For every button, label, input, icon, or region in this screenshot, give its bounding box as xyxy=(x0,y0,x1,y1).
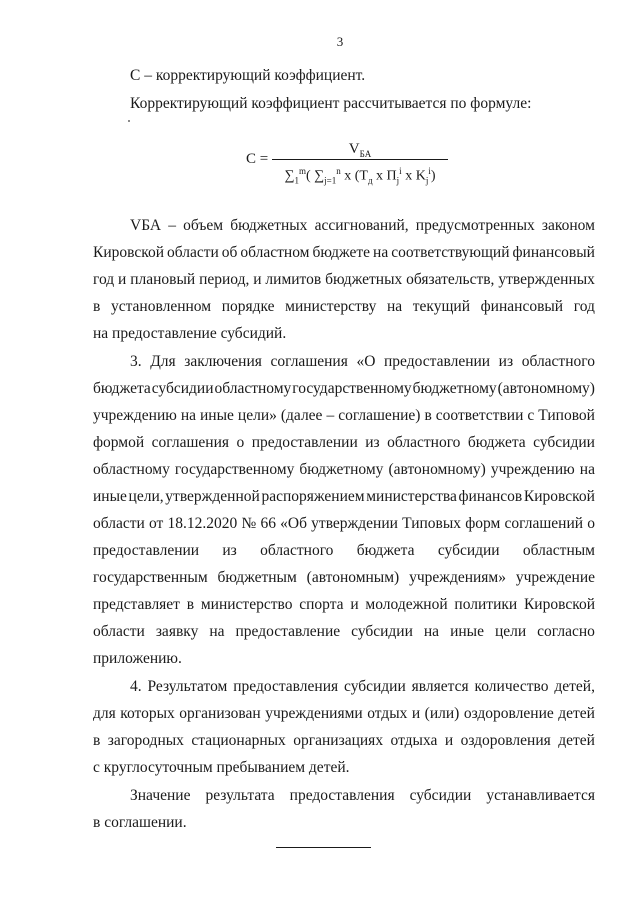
end-rule xyxy=(276,847,371,848)
formula-fraction xyxy=(272,140,448,186)
section4-line-4: с круглосуточным пребыванием детей. xyxy=(93,759,350,776)
section4-line-3: в загородных стационарных организациях отдыха и оздоровления детей xyxy=(93,732,595,749)
vba-line-1: VБА – объем бюджетных ассигнований, предусмотренных законом xyxy=(130,217,595,234)
scan-speck xyxy=(128,120,130,122)
section3-line-1: 3. Для заключения соглашения «О предоставлении из областного xyxy=(130,353,595,370)
vba-line-4: в установленном порядке министерству на текущий финансовый год xyxy=(93,298,595,315)
formula-denominator: $\sum_1^m$( $\sum_{j=1}^n$ x ($T_д$ x $П_j^i$ x $K_j^i$) xyxy=(284,166,436,186)
vba-line-2: Кировской области об областном бюджете на соответствующий финансовый xyxy=(93,244,595,261)
page-number: 3 xyxy=(336,34,344,49)
vba-line-3: год и плановый период, и лимитов бюджетных обязательств, утвержденных xyxy=(93,271,595,288)
section3-line-6: иные цели, утвержденной распоряжением министерства финансов Кировской xyxy=(93,488,595,505)
result-line-1: Значение результата предоставления субсидии устанавливается xyxy=(130,787,595,804)
section3-line-2: бюджета субсидии областному государственному бюджетному (автономному) xyxy=(93,380,595,397)
c-definition: С – корректирующий коэффициент. xyxy=(130,67,366,84)
section3-line-11: области заявку на предоставление субсидии на иные цели согласно xyxy=(93,623,595,640)
formula-intro: Корректирующий коэффициент рассчитывается по формуле: xyxy=(130,95,532,112)
result-line-2: в соглашении. xyxy=(93,814,187,831)
section3-line-5: областному государственному бюджетному (автономному) учреждению на xyxy=(93,461,595,478)
vba-line-5: на предоставление субсидий. xyxy=(93,325,287,342)
section3-line-9: государственным бюджетным (автономным) учреждениям» учреждение xyxy=(93,569,595,586)
section4-line-1: 4. Результатом предоставления субсидии является количество детей, xyxy=(130,678,595,695)
section3-line-7: области от 18.12.2020 № 66 «Об утверждении Типовых форм соглашений о xyxy=(93,515,595,532)
section3-line-8: предоставлении из областного бюджета субсидии областным xyxy=(93,542,595,559)
formula-numerator: $V_{БА}$ xyxy=(348,141,372,159)
section3-line-12: приложению. xyxy=(93,650,182,667)
section4-line-2: для которых организован учреждениями отдых и (или) оздоровление детей xyxy=(93,705,595,722)
section3-line-4: формой соглашения о предоставлении из областного бюджета субсидии xyxy=(93,434,595,451)
section3-line-3: учреждению на иные цели» (далее – соглашение) в соответствии с Типовой xyxy=(93,407,595,424)
section3-line-10: представляет в министерство спорта и молодежной политики Кировской xyxy=(93,596,595,613)
formula-lhs: С = xyxy=(246,151,269,167)
